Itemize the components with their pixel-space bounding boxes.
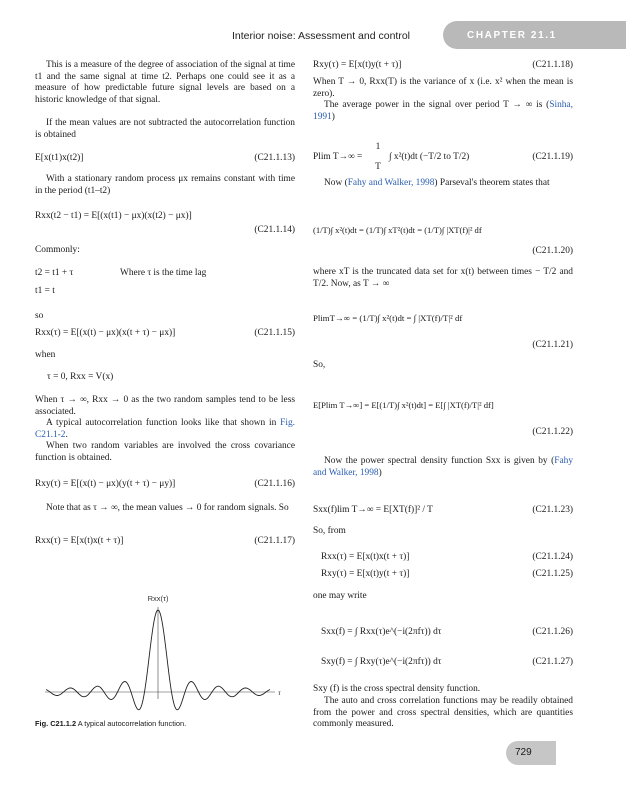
text-label: so [35, 311, 44, 321]
paragraph: Note that as τ → ∞, the mean values → 0 for random signals. So [46, 503, 289, 513]
equation-number: (C21.1.20) [532, 246, 573, 256]
equation-number: (C21.1.24) [532, 552, 573, 562]
equation: t2 = t1 + τ [35, 268, 74, 278]
caption-text: A typical autocorrelation function. [76, 719, 187, 728]
paragraph: where xT is the truncated data set for x(t) between times − T/2 and T/2. Now, as T → ∞ [313, 267, 573, 289]
equation-number: (C21.1.13) [254, 153, 295, 163]
citation-link[interactable]: Fahy and Walker, 1998 [313, 456, 573, 478]
paragraph-text: ) [378, 467, 382, 478]
paragraph: Sxy (f) is the cross spectral density function. [313, 684, 481, 694]
paragraph: When τ → ∞, Rxx → 0 as the two random samples tend to be less associated. [35, 395, 295, 417]
equation-number: (C21.1.21) [532, 340, 573, 350]
paragraph: This is a measure of the degree of association of the signal at time t1 and the same signal at time t2. Perhaps one could see it as a measure of how predictable future signal levels are based on a historic knowledge of that signal. [35, 60, 295, 105]
paragraph: With a stationary random process μx remains constant with time in the period (t1–t2) [35, 174, 295, 196]
equation: ∫ x²(t)dt (−T/2 to T/2) [389, 152, 470, 162]
equation: Rxx(τ) = E[x(t)x(t + τ)] [321, 552, 410, 562]
paragraph [35, 418, 295, 441]
x-axis-label: τ [278, 688, 281, 697]
paragraph-text: The average power in the signal over period T → ∞ is ( [324, 100, 550, 110]
equation: Rxy(τ) = E[x(t)y(t + τ)] [313, 60, 402, 70]
equation-number: (C21.1.27) [532, 657, 573, 667]
paragraph: The auto and cross correlation functions may be readily obtained from the power and cross spectral densities, which are quantities commonly measured. [313, 696, 573, 730]
equation: E[x(t1)x(t2)] [35, 153, 84, 163]
right-column [313, 0, 573, 800]
equation: Sxy(f) = ∫ Rxy(τ)e^(−i(2πfτ)) dτ [321, 657, 442, 667]
equation: Rxy(τ) = E[x(t)y(t + τ)] [321, 569, 410, 579]
equation: (1/T)∫ x²(t)dt = (1/T)∫ xT²(t)dt = (1/T)∫ |XT(f)|² df [313, 225, 482, 235]
text-label: So, from [313, 526, 346, 536]
equation: Rxx(τ) = E[(x(t) − μx)(x(t + τ) − μx)] [35, 328, 176, 338]
y-axis-label: Rxx(τ) [147, 595, 169, 603]
paragraph-text: Now the power spectral density function Sxx is given by ( [324, 456, 555, 466]
equation: E[Plim T→∞] = E[(1/T)∫ x²(t)dt] = E[∫ |XT(f)/T|² df] [313, 400, 494, 410]
equation: Sxx(f) = ∫ Rxx(τ)e^(−i(2πfτ)) dτ [321, 627, 442, 637]
equation-number: (C21.1.23) [532, 505, 573, 515]
text-label: So, [313, 360, 326, 370]
figure-caption [35, 719, 186, 728]
paragraph-text: A typical autocorrelation function looks like that shown in [46, 418, 281, 428]
equation-number: (C21.1.19) [532, 152, 573, 162]
paragraph [313, 456, 573, 479]
equation-number: (C21.1.17) [254, 536, 295, 546]
paragraph-text: ) [331, 111, 335, 122]
figure-link[interactable]: Fig. C21.1-2 [35, 418, 295, 440]
equation: Rxy(τ) = E[(x(t) − μx)(y(t + τ) − μy)] [35, 479, 176, 489]
paragraph [313, 100, 573, 123]
text-label: one may write [313, 591, 367, 601]
citation-link[interactable]: Fahy and Walker, 1998 [347, 178, 435, 188]
equation: PlimT→∞ = (1/T)∫ x²(t)dt = ∫ |XT(f)/T|² df [313, 313, 463, 323]
running-title: Interior noise: Assessment and control [232, 30, 411, 42]
equation: Plim T→∞ = [313, 152, 363, 162]
text-label: when [35, 350, 56, 360]
paragraph: When two random variables are involved the cross covariance function is obtained. [35, 441, 295, 463]
equation-number: (C21.1.26) [532, 627, 573, 637]
equation-number: (C21.1.16) [254, 479, 295, 489]
equation-number: (C21.1.18) [532, 60, 573, 70]
equation-number: (C21.1.22) [532, 427, 573, 437]
equation-number: (C21.1.15) [254, 328, 295, 338]
citation-link[interactable]: Sinha, 1991 [313, 100, 573, 122]
page-number-tab [506, 741, 556, 765]
fraction-numerator: 1 [375, 142, 381, 152]
equation: Rxx(τ) = E[x(t)x(t + τ)] [35, 536, 124, 546]
chapter-label: CHAPTER 21.1 [467, 30, 557, 41]
equation-number: (C21.1.25) [532, 569, 573, 579]
equation: Rxx(t2 − t1) = E[(x(t1) − μx)(x(t2) − μx)] [35, 211, 192, 221]
equation: Sxx(f)lim T→∞ = E[XT(f)]² / T [313, 505, 433, 515]
paragraph: If the mean values are not subtracted the autocorrelation function is obtained [35, 118, 295, 140]
paragraph-text: . [65, 429, 68, 440]
paragraph: When T → 0, Rxx(T) is the variance of x (i.e. x² when the mean is zero). [313, 77, 573, 99]
equation-number: (C21.1.14) [254, 225, 295, 235]
caption-label: Fig. C21.1.2 [35, 719, 77, 728]
page-number: 729 [515, 747, 532, 758]
equation-note: Where τ is the time lag [120, 268, 207, 278]
paragraph [313, 178, 573, 190]
paragraph-text: Now ( [324, 178, 348, 188]
equation: τ = 0, Rxx = V(x) [47, 372, 114, 382]
fraction-denominator: T [375, 162, 381, 172]
autocorrelation-figure [35, 595, 300, 720]
paragraph-text: ) Parseval's theorem states that [434, 178, 550, 188]
equation: t1 = t [35, 286, 55, 296]
text-label: Commonly: [35, 245, 80, 255]
